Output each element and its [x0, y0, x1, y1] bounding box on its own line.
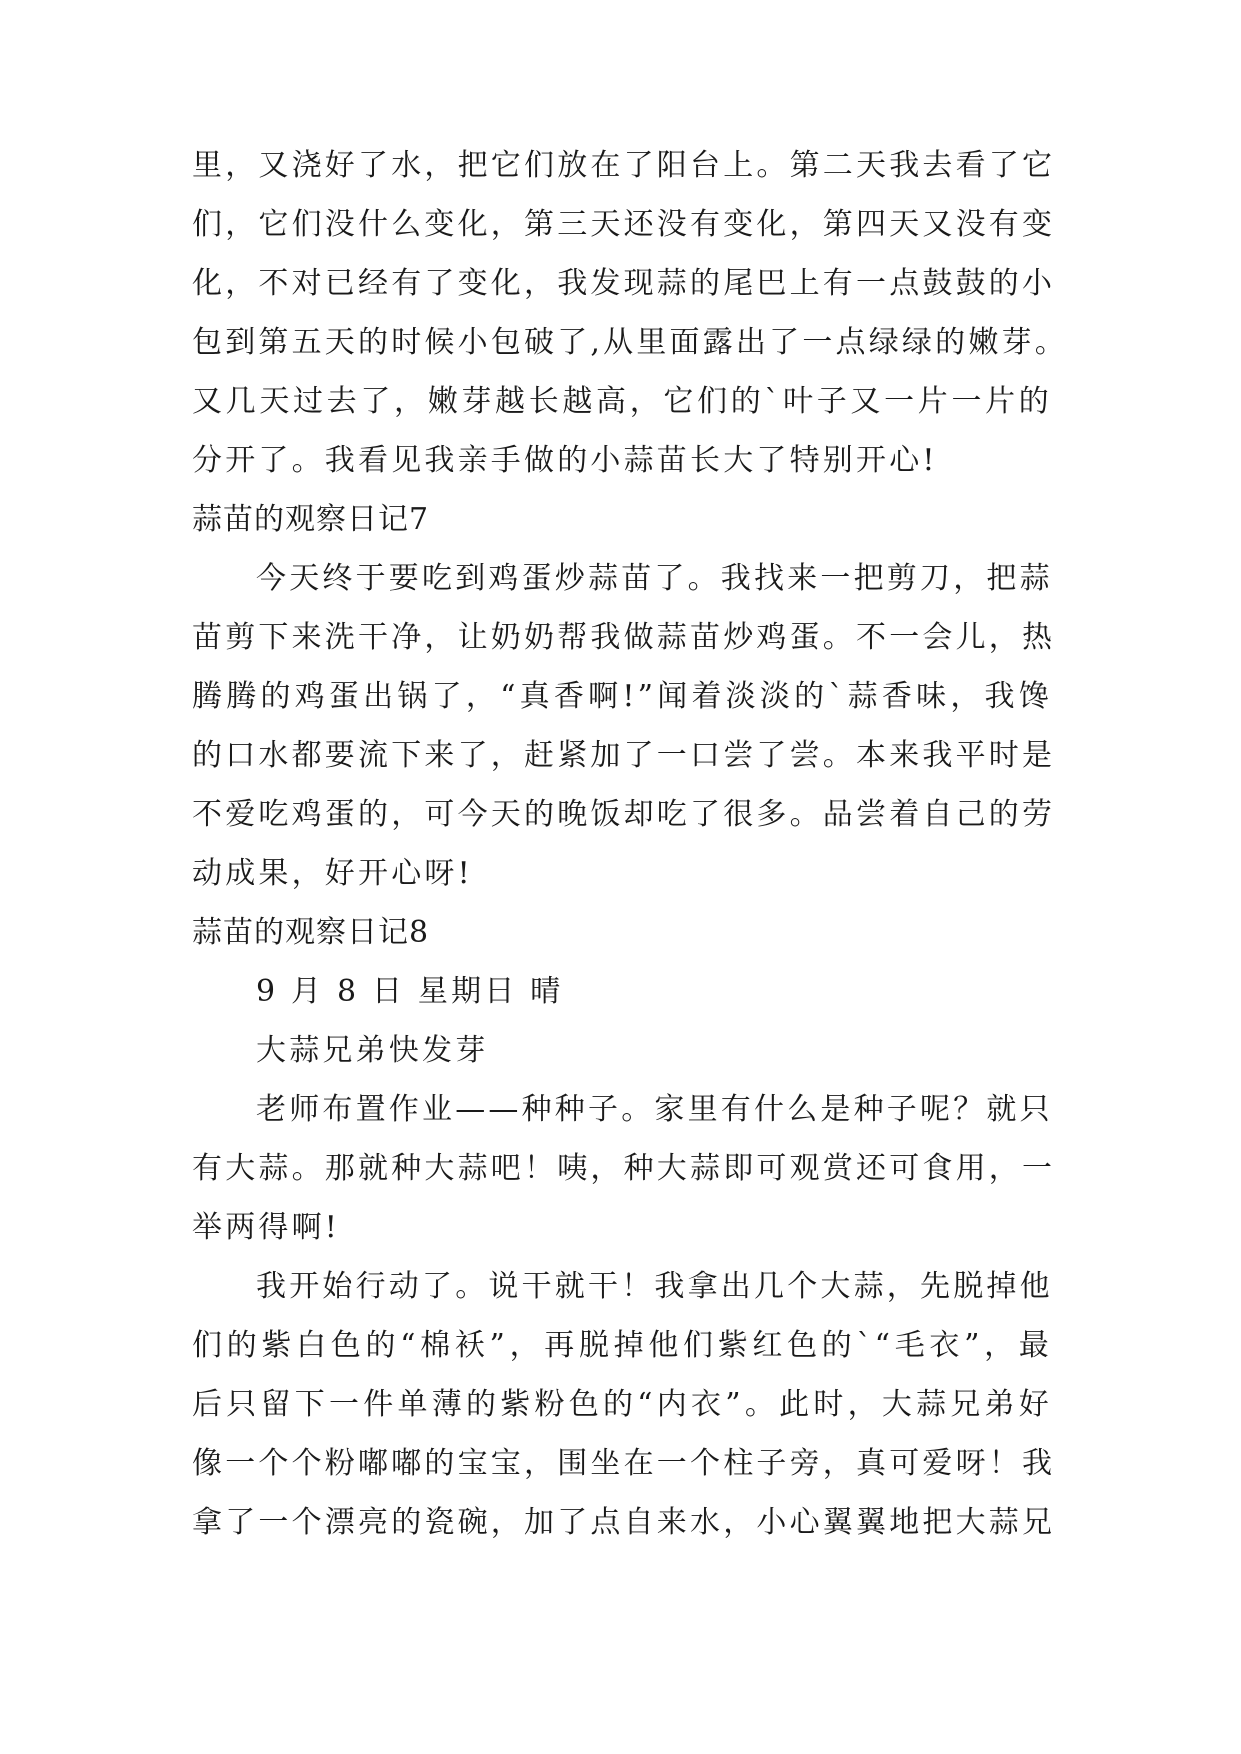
entry-title: 大蒜兄弟快发芽 — [256, 1033, 489, 1068]
paragraph-line: 有大蒜。那就种大蒜吧！咦，种大蒜即可观赏还可食用，一 — [192, 1151, 1056, 1186]
section-heading: 蒜苗的观察日记8 — [192, 915, 430, 950]
paragraph-line: 们的紫白色的“棉袄”，再脱掉他们紫红色的`“毛衣”，最 — [192, 1328, 1052, 1363]
paragraph-line: 的口水都要流下来了，赶紧加了一口尝了尝。本来我平时是 — [192, 738, 1056, 773]
paragraph-line: 不爱吃鸡蛋的，可今天的晚饭却吃了很多。品尝着自己的劳 — [192, 797, 1056, 832]
paragraph-line: 动成果，好开心呀! — [192, 856, 473, 891]
section-heading: 蒜苗的观察日记7 — [192, 502, 430, 537]
paragraph-line: 我开始行动了。说干就干！我拿出几个大蒜，先脱掉他 — [256, 1269, 1053, 1304]
paragraph-line: 里，又浇好了水，把它们放在了阳台上。第二天我去看了它 — [192, 148, 1056, 183]
paragraph-line: 拿了一个漂亮的瓷碗，加了点自来水，小心翼翼地把大蒜兄 — [192, 1505, 1056, 1540]
paragraph-line: 又几天过去了，嫩芽越长越高，它们的`叶子又一片一片的 — [192, 384, 1052, 419]
paragraph-line: 老师布置作业——种种子。家里有什么是种子呢？就只 — [256, 1092, 1053, 1127]
paragraph-line: 像一个个粉嘟嘟的宝宝，围坐在一个柱子旁，真可爱呀！我 — [192, 1446, 1056, 1481]
paragraph-line: 今天终于要吃到鸡蛋炒蒜苗了。我找来一把剪刀，把蒜 — [256, 561, 1053, 596]
paragraph-line: 后只留下一件单薄的紫粉色的“内衣”。此时，大蒜兄弟好 — [192, 1387, 1052, 1422]
date-line: 9 月 8 日 星期日 晴 — [256, 974, 564, 1009]
paragraph-line: 苗剪下来洗干净，让奶奶帮我做蒜苗炒鸡蛋。不一会儿，热 — [192, 620, 1056, 655]
paragraph-line: 化，不对已经有了变化，我发现蒜的尾巴上有一点鼓鼓的小 — [192, 266, 1056, 301]
paragraph-line: 们，它们没什么变化，第三天还没有变化，第四天又没有变 — [192, 207, 1056, 242]
paragraph-line: 包到第五天的时候小包破了,从里面露出了一点绿绿的嫩芽。 — [192, 325, 1068, 360]
paragraph-line: 腾腾的鸡蛋出锅了，“真香啊!”闻着淡淡的`蒜香味，我馋 — [192, 679, 1052, 714]
paragraph-line: 举两得啊! — [192, 1210, 341, 1245]
paragraph-line: 分开了。我看见我亲手做的小蒜苗长大了特别开心! — [192, 443, 938, 478]
